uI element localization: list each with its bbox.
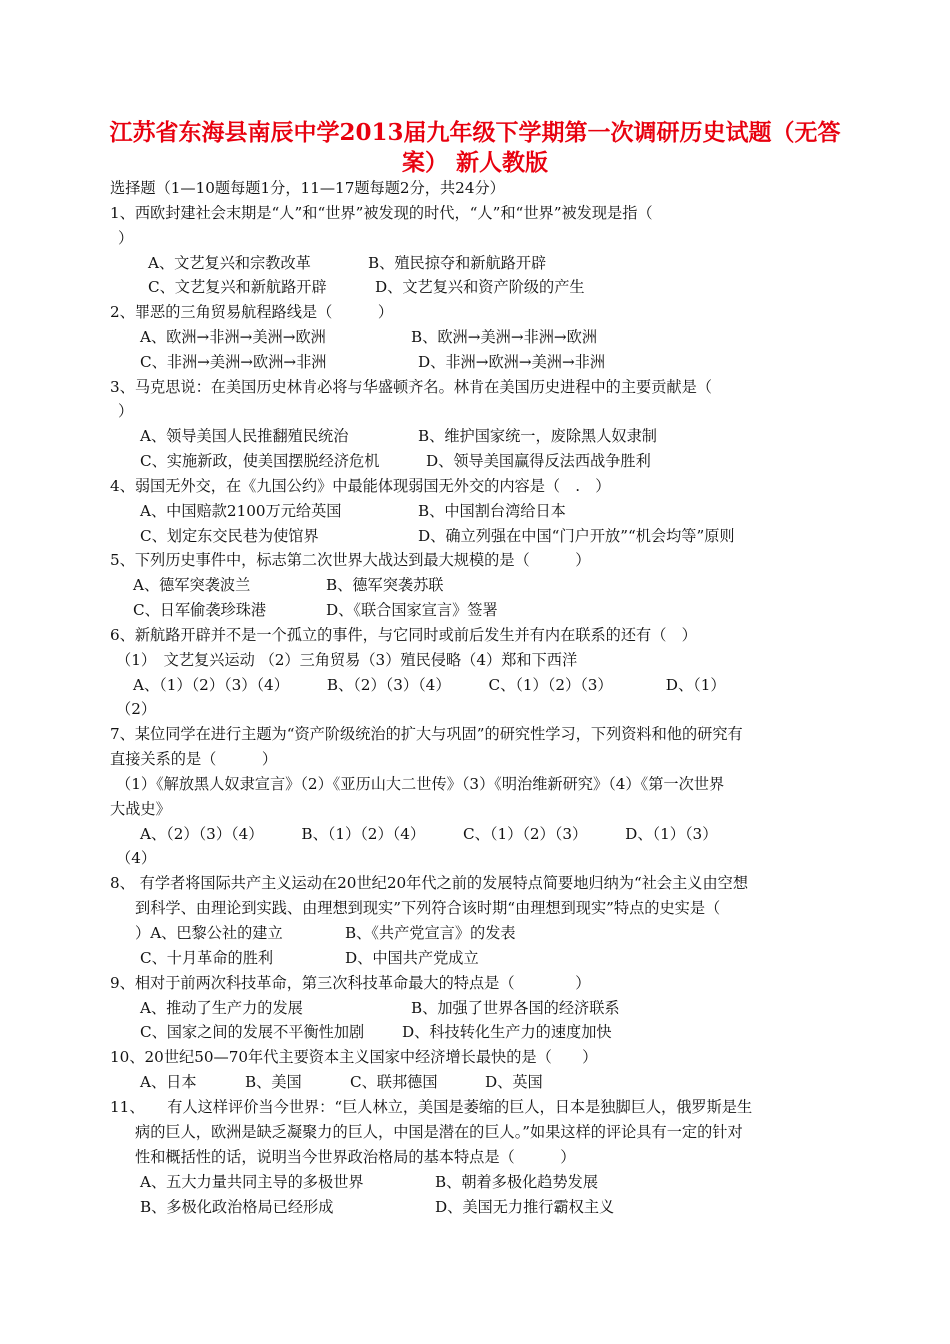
question-7-items-cont: 大战史》 (110, 800, 171, 818)
question-8-stem: 8、 有学者将国际共产主义运动在20世纪20年代之前的发展特点简要地归纳为“社会主义由空想 (110, 874, 749, 892)
question-11-stem: 11、 有人这样评价当今世界：“巨人林立，美国是萎缩的巨人，日本是独脚巨人，俄罗斯是生 (110, 1098, 753, 1116)
q10-option-b: B、美国 (245, 1073, 302, 1091)
q1-option-d: D、文艺复兴和资产阶级的产生 (375, 278, 585, 296)
q10-option-d: D、英国 (485, 1073, 543, 1091)
q10-option-c: C、联邦德国 (350, 1073, 438, 1091)
document-title-line-2: 案） 新人教版 (401, 149, 548, 176)
question-6-items: （1） 文艺复兴运动 （2）三角贸易（3）殖民侵略（4）郑和下西洋 (116, 651, 578, 669)
q1-option-a: A、文艺复兴和宗教改革 (148, 254, 311, 272)
q7-options: A、（2）（3）（4） B、（1）（2）（4） C、（1）（2）（3） D、（1）（3） (140, 825, 718, 843)
q9-option-d: D、科技转化生产力的速度加快 (402, 1023, 612, 1041)
section-heading: 选择题（1—10题每题1分，11—17题每题2分，共24分） (110, 179, 505, 197)
question-11-stem-cont-2: 性和概括性的话，说明当今世界政治格局的基本特点是（ ） (135, 1148, 576, 1166)
q5-option-b: B、德军突袭苏联 (326, 576, 444, 594)
question-7-stem: 7、某位同学在进行主题为“资产阶级统治的扩大与巩固”的研究性学习，下列资料和他的研究有 (110, 725, 743, 743)
q11-option-a: A、五大力量共同主导的多极世界 (140, 1173, 364, 1191)
q8-option-d: D、中国共产党成立 (345, 949, 479, 967)
question-2-stem: 2、罪恶的三角贸易航程路线是（ ） (110, 303, 394, 321)
q2-option-d: D、非洲→欧洲→美洲→非洲 (418, 353, 606, 371)
q10-option-a: A、日本 (140, 1073, 197, 1091)
q4-option-d: D、确立列强在中国“门户开放”“机会均等”原则 (418, 527, 735, 545)
q9-option-b: B、加强了世界各国的经济联系 (411, 999, 620, 1017)
question-11-stem-cont-1: 病的巨人，欧洲是缺乏凝聚力的巨人，中国是潜在的巨人。”如果这样的评论具有一定的针对 (135, 1123, 743, 1141)
q11-option-b: B、朝着多极化趋势发展 (435, 1173, 599, 1191)
question-1-stem: 1、西欧封建社会末期是“人”和“世界”被发现的时代，“人”和“世界”被发现是指（ (110, 204, 653, 222)
question-4-stem: 4、弱国无外交，在《九国公约》中最能体现弱国无外交的内容是（ . ） (110, 477, 611, 495)
q4-option-c: C、划定东交民巷为使馆界 (140, 527, 319, 545)
q4-option-a: A、中国赔款2100万元给英国 (140, 502, 342, 520)
q8-option-a: ）A、巴黎公社的建立 (135, 924, 283, 942)
q3-option-a: A、领导美国人民推翻殖民统治 (140, 427, 349, 445)
q9-option-a: A、推动了生产力的发展 (140, 999, 303, 1017)
q2-option-a: A、欧洲→非洲→美洲→欧洲 (140, 328, 326, 346)
question-7-items: （1）《解放黑人奴隶宣言》（2）《亚历山大二世传》（3）《明治维新研究》（4）《第一次世界 (116, 775, 725, 793)
q7-options-cont: （4） (116, 849, 157, 867)
question-9-stem: 9、相对于前两次科技革命，第三次科技革命最大的特点是（ ） (110, 974, 591, 992)
q5-option-c: C、日军偷袭珍珠港 (133, 601, 267, 619)
q8-option-b: B、《共产党宣言》的发表 (345, 924, 516, 942)
q9-option-c: C、国家之间的发展不平衡性加剧 (140, 1023, 365, 1041)
q5-option-d: D、《联合国家宣言》签署 (326, 601, 498, 619)
q6-options: A、（1）（2）（3）（4） B、（2）（3）（4） C、（1）（2）（3） D、（1） (133, 676, 726, 694)
q2-option-b: B、欧洲→美洲→非洲→欧洲 (411, 328, 598, 346)
document-title-line-1: 江苏省东海县南辰中学2013届九年级下学期第一次调研历史试题（无答 (109, 119, 841, 146)
q11-option-d: D、美国无力推行霸权主义 (435, 1198, 615, 1216)
q2-option-c: C、非洲→美洲→欧洲→非洲 (140, 353, 327, 371)
question-3-stem: 3、马克思说：在美国历史林肯必将与华盛顿齐名。林肯在美国历史进程中的主要贡献是（ (110, 378, 712, 396)
q5-option-a: A、德军突袭波兰 (133, 576, 251, 594)
q3-option-d: D、领导美国赢得反法西战争胜利 (426, 452, 651, 470)
question-8-stem-cont: 到科学、由理论到实践、由理想到现实”下列符合该时期“由理想到现实”特点的史实是（ (135, 899, 721, 917)
question-1-stem-cont: ） (118, 229, 134, 247)
q8-option-c: C、十月革命的胜利 (140, 949, 274, 967)
question-6-stem: 6、新航路开辟并不是一个孤立的事件，与它同时或前后发生并有内在联系的还有（ ） (110, 626, 697, 644)
q11-option-c: B、多极化政治格局已经形成 (140, 1198, 334, 1216)
q3-option-c: C、实施新政，使美国摆脱经济危机 (140, 452, 380, 470)
q4-option-b: B、中国割台湾给日本 (418, 502, 566, 520)
q1-option-c: C、文艺复兴和新航路开辟 (148, 278, 327, 296)
question-3-stem-cont: ） (118, 402, 134, 420)
q6-options-cont: （2） (116, 700, 157, 718)
question-7-stem-cont: 直接关系的是（ ） (110, 750, 278, 768)
q1-option-b: B、殖民掠夺和新航路开辟 (368, 254, 547, 272)
q3-option-b: B、维护国家统一，废除黑人奴隶制 (418, 427, 657, 445)
question-10-stem: 10、20世纪50—70年代主要资本主义国家中经济增长最快的是（ ） (110, 1048, 598, 1066)
question-5-stem: 5、下列历史事件中，标志第二次世界大战达到最大规模的是（ ） (110, 551, 591, 569)
